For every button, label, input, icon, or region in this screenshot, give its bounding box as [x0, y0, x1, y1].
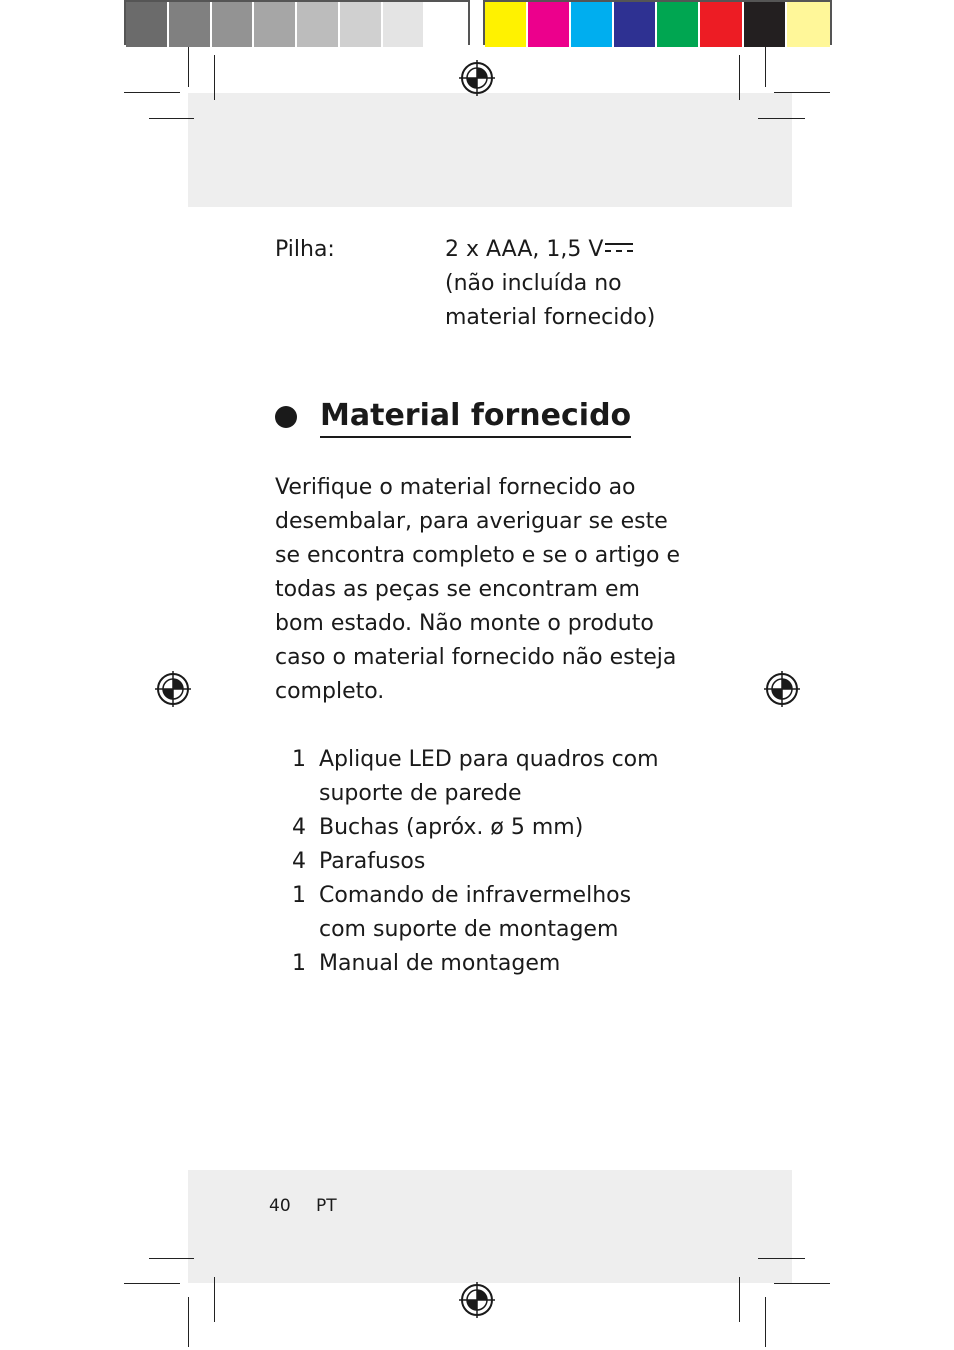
color-swatch — [485, 2, 528, 47]
color-swatch — [254, 2, 297, 47]
footer-block — [188, 1170, 792, 1283]
spec-value-line1: 2 x AAA, 1,5 V — [445, 237, 604, 262]
item-text: Manual de montagem — [319, 951, 561, 976]
crop-mark — [774, 1283, 830, 1284]
crop-mark — [124, 1283, 180, 1284]
gray-calibration-bar — [124, 0, 470, 45]
color-swatch — [787, 2, 830, 47]
color-calibration-bar — [483, 0, 832, 45]
item-text: com suporte de montagem — [319, 917, 619, 942]
intro-line: completo. — [275, 679, 385, 704]
item-text: suporte de parede — [319, 781, 522, 806]
crop-mark — [739, 55, 740, 100]
intro-line: todas as peças se encontram em — [275, 577, 640, 602]
bullet-icon — [275, 406, 297, 428]
crop-mark — [149, 1258, 194, 1259]
item-quantity: 1 — [292, 747, 306, 772]
color-swatch — [169, 2, 212, 47]
crop-mark — [188, 47, 189, 87]
crop-mark — [188, 1297, 189, 1347]
item-quantity: 4 — [292, 849, 306, 874]
color-swatch — [297, 2, 340, 47]
crop-mark — [765, 1297, 766, 1347]
color-swatch — [744, 2, 787, 47]
intro-line: caso o material fornecido não esteja — [275, 645, 677, 670]
crop-mark — [214, 1277, 215, 1322]
spec-label: Pilha: — [275, 237, 335, 262]
registration-mark-icon — [764, 671, 800, 707]
header-block — [188, 93, 792, 207]
registration-mark-icon — [459, 1282, 495, 1318]
color-swatch — [657, 2, 700, 47]
spec-value-line3: material fornecido) — [445, 305, 656, 330]
color-swatch — [126, 2, 169, 47]
color-swatch — [425, 2, 468, 47]
item-text: Aplique LED para quadros com — [319, 747, 659, 772]
section-title: Material fornecido — [320, 396, 631, 438]
intro-line: bom estado. Não monte o produto — [275, 611, 654, 636]
dc-current-icon — [604, 241, 634, 253]
intro-paragraph — [275, 471, 680, 709]
item-quantity: 1 — [292, 951, 306, 976]
color-swatch — [571, 2, 614, 47]
crop-mark — [774, 92, 830, 93]
item-text: Buchas (apróx. ø 5 mm) — [319, 815, 584, 840]
crop-mark — [214, 55, 215, 100]
color-swatch — [528, 2, 571, 47]
crop-mark — [758, 118, 805, 119]
crop-mark — [739, 1277, 740, 1322]
item-text: Parafusos — [319, 849, 426, 874]
page-number: 40 — [269, 1196, 291, 1216]
item-quantity: 1 — [292, 883, 306, 908]
registration-mark-icon — [459, 60, 495, 96]
item-text: Comando de infravermelhos — [319, 883, 632, 908]
language-code: PT — [316, 1196, 337, 1216]
item-quantity: 4 — [292, 815, 306, 840]
intro-line: se encontra completo e se o artigo e — [275, 543, 680, 568]
color-swatch — [614, 2, 657, 47]
intro-line: desembalar, para averiguar se este — [275, 509, 668, 534]
color-swatch — [383, 2, 426, 47]
intro-line: Verifique o material fornecido ao — [275, 475, 636, 500]
crop-mark — [765, 47, 766, 87]
spec-value-line2: (não incluída no — [445, 271, 622, 296]
crop-mark — [758, 1258, 805, 1259]
color-swatch — [340, 2, 383, 47]
color-swatch — [212, 2, 255, 47]
crop-mark — [124, 92, 180, 93]
registration-mark-icon — [155, 671, 191, 707]
crop-mark — [149, 118, 194, 119]
color-swatch — [700, 2, 743, 47]
